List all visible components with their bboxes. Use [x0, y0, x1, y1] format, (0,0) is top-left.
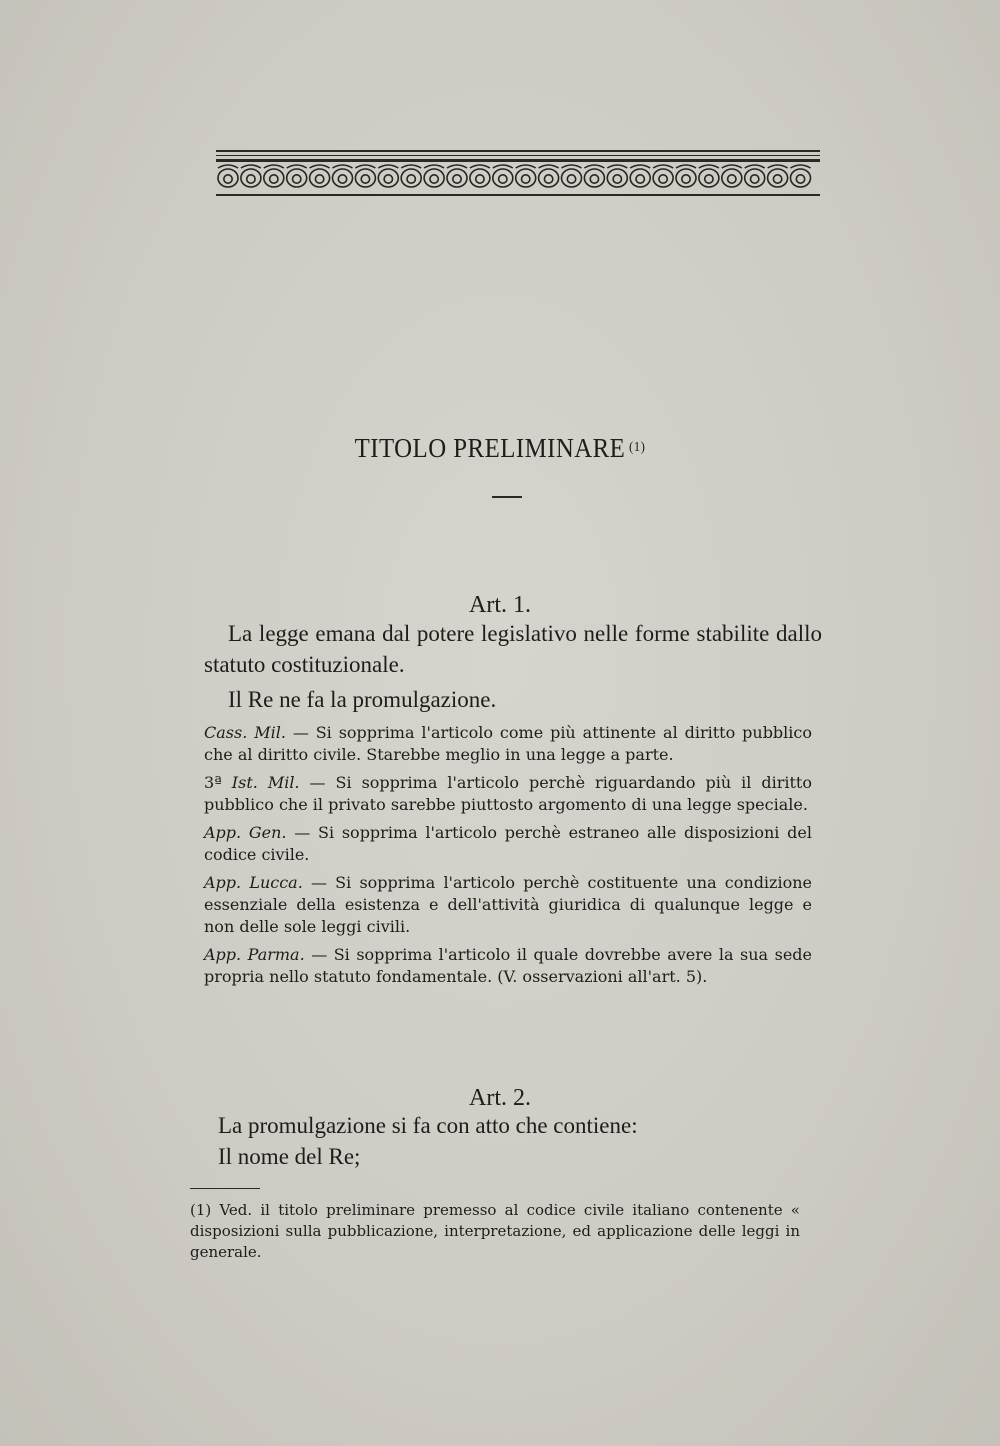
note-text: — Si sopprima l'articolo perchè riguardando più il diritto pubblico che il privato sarebbe piuttosto argomento di una legge speciale.: [204, 773, 812, 814]
note-text: — Si sopprima l'articolo come più attinente al diritto pubblico che al diritto civile. Starebbe meglio in una legge a parte.: [204, 723, 813, 764]
note-ist-mil: [204, 772, 812, 816]
article-1-notes: [204, 722, 812, 994]
article-1-paragraph-2: Il Re ne fa la promulgazione.: [228, 687, 497, 712]
note-source: Ist. Mil.: [231, 773, 300, 792]
note-cass-mil: [204, 722, 812, 766]
article-1-body: [204, 618, 822, 715]
note-app-gen: [204, 822, 812, 866]
note-text: — Si sopprima l'articolo il quale dovrebbe avere la sua sede propria nello statuto fondamentale. (V. osservazioni all'art. 5).: [204, 945, 813, 986]
footnote: (1) Ved. il titolo preliminare premesso al codice civile italiano contenente « disposizioni sulla pubblicazione, interpretazione, ed applicazione delle leggi in generale.: [190, 1201, 800, 1261]
note-source: Cass. Mil.: [204, 723, 286, 742]
show-through-text: [250, 205, 256, 231]
section-title: [40, 433, 960, 464]
article-2-heading: Art. 2.: [469, 1085, 531, 1111]
note-source: App. Gen.: [204, 823, 287, 842]
title-divider: [492, 496, 522, 498]
note-text: — Si sopprima l'articolo perchè costituente una condizione essenziale della esistenza e dell'attività giuridica di qualunque legge e non delle sole leggi civili.: [204, 873, 813, 936]
note-app-parma: [204, 944, 812, 988]
section-title-text: TITOLO PRELIMINARE: [354, 433, 626, 463]
title-footnote-marker: (1): [628, 440, 646, 455]
note-text: — Si sopprima l'articolo perchè estraneo alle disposizioni del codice civile.: [204, 823, 812, 864]
article-2-paragraph-2: Il nome del Re;: [218, 1144, 361, 1169]
footnote-divider: [190, 1188, 260, 1189]
note-app-lucca: [204, 872, 812, 938]
note-source-prefix: 3ª: [204, 773, 232, 792]
note-source: App. Lucca.: [204, 873, 303, 892]
note-source: App. Parma.: [204, 945, 305, 964]
article-1-heading: Art. 1.: [469, 592, 531, 618]
article-2-paragraph-1: La promulgazione si fa con atto che contiene:: [218, 1113, 638, 1138]
ornamental-header-band: [216, 150, 820, 202]
article-2-body: [204, 1110, 822, 1172]
article-1-paragraph-1: La legge emana dal potere legislativo nelle forme stabilite dallo statuto costituzionale.: [204, 621, 822, 677]
